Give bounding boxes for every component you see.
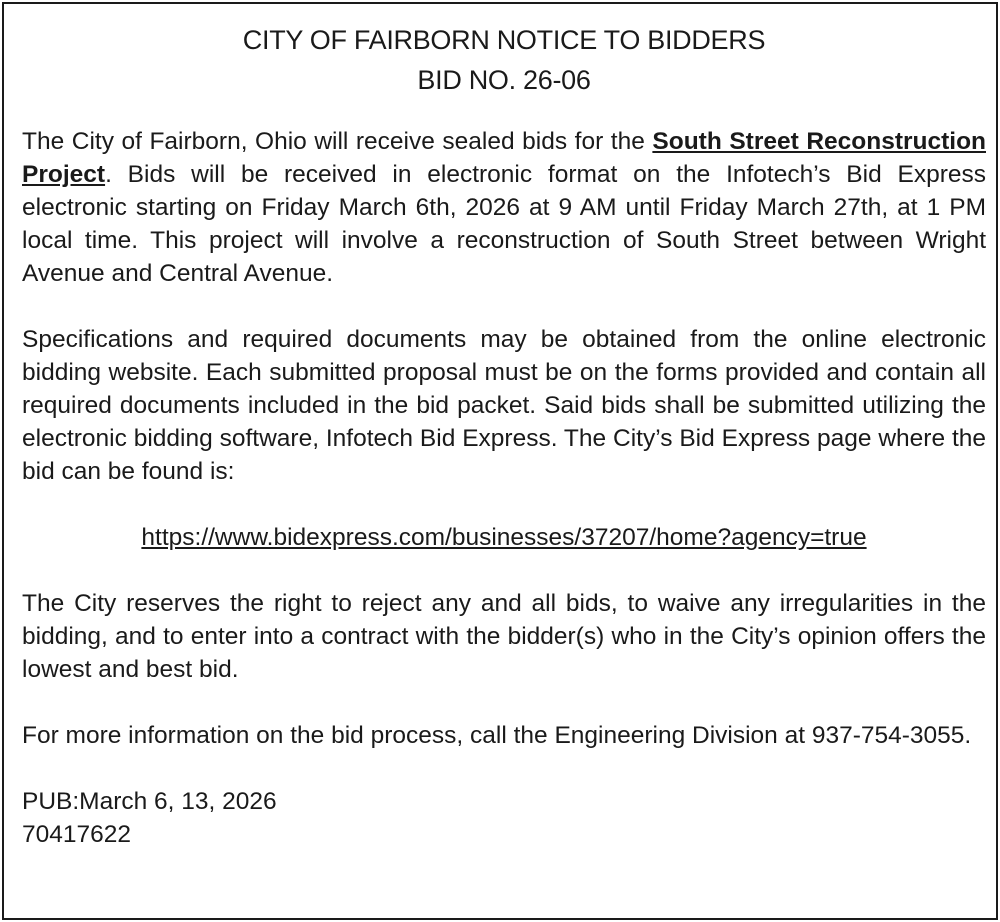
legal-notice-box <box>2 2 998 920</box>
intro-details: . Bids will be received in electronic format on the Infotech’s Bid Express electronic starting on Friday March 6th, 2026 at 9 AM until Friday March 27th, at 1 PM local time. This project will involve a reconstruction of South Street between Wright Avenue and Central Avenue. <box>22 161 986 287</box>
intro-text: The City of Fairborn, Ohio will receive sealed bids for the <box>22 128 653 155</box>
notice-title: CITY OF FAIRBORN NOTICE TO BIDDERS <box>242 25 766 55</box>
bid-number: BID NO. 26-06 <box>417 65 591 95</box>
paragraph-bid-intro <box>22 125 986 290</box>
publication-dates: PUB:March 6, 13, 2026 <box>22 788 277 815</box>
project-name: South Street Reconstruction Project <box>22 128 986 188</box>
bid-express-link[interactable]: https://www.bidexpress.com/businesses/37207/home?agency=true <box>141 524 867 551</box>
paragraph-contact-info: For more information on the bid process, call the Engineering Division at 937-754-3055. <box>22 722 972 749</box>
paragraph-rights-reserved: The City reserves the right to reject any and all bids, to waive any irregularities in the bidding, and to enter into a contract with the bidder(s) who in the City’s opinion offers the lowest and best bid. <box>22 590 986 683</box>
bid-express-link-line <box>22 521 986 554</box>
notice-content <box>22 4 986 851</box>
paragraph-specifications: Specifications and required documents may be obtained from the online electronic bidding website. Each submitted proposal must be on the forms provided and contain all required documents included in the bid packet. Said bids shall be submitted utilizing the electronic bidding software, Infotech Bid Express. The City’s Bid Express page where the bid can be found is: <box>22 326 986 485</box>
ad-number: 70417622 <box>22 821 132 848</box>
